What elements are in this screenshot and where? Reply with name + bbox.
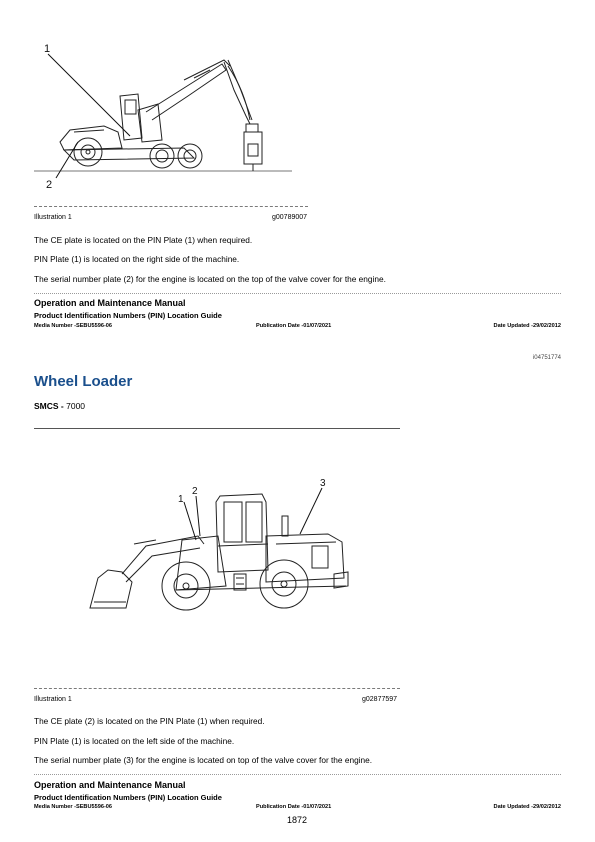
smcs-value: 7000	[66, 401, 86, 411]
illustration-caption: Illustration 1	[34, 696, 72, 703]
smcs-code	[34, 401, 85, 411]
illustration-code: g00789007	[272, 214, 308, 221]
date-updated: Date Updated -29/02/2012	[493, 804, 561, 810]
paragraph: PIN Plate (1) is located on the right side of the machine.	[34, 254, 240, 264]
caption-divider	[34, 206, 308, 207]
smcs-label: SMCS -	[34, 401, 64, 411]
document-id: i04751774	[532, 355, 561, 361]
manual-title: Operation and Maintenance Manual	[34, 298, 186, 308]
paragraph: The serial number plate (2) for the engine is located on the top of the valve cover for the engine.	[34, 274, 386, 284]
manual-title: Operation and Maintenance Manual	[34, 780, 186, 790]
smcs-divider	[34, 428, 400, 429]
section-heading: Wheel Loader	[34, 373, 133, 390]
caption-divider	[34, 688, 400, 689]
illustration-2-figure	[86, 474, 358, 614]
illustration-code: g02877597	[362, 696, 398, 703]
illustration-caption: Illustration 1	[34, 214, 72, 221]
paragraph: The CE plate (2) is located on the PIN Plate (1) when required.	[34, 716, 265, 726]
callout-1: 1	[178, 494, 184, 505]
publication-date: Publication Date -01/07/2021	[256, 804, 332, 810]
publication-date: Publication Date -01/07/2021	[256, 323, 332, 329]
paragraph: The CE plate is located on the PIN Plate (1) when required.	[34, 235, 253, 245]
callout-2: 2	[46, 179, 53, 191]
page-number: 1872	[287, 815, 308, 825]
callout-2: 2	[192, 486, 198, 497]
callout-1: 1	[44, 43, 51, 55]
manual-subtitle: Product Identification Numbers (PIN) Location Guide	[34, 311, 222, 320]
callout-3: 3	[320, 478, 326, 489]
paragraph: PIN Plate (1) is located on the left side of the machine.	[34, 736, 235, 746]
paragraph: The serial number plate (3) for the engine is located on top of the valve cover for the engine.	[34, 755, 373, 765]
illustration-1-figure	[34, 40, 304, 202]
footer-divider	[34, 293, 561, 294]
date-updated: Date Updated -29/02/2012	[493, 323, 561, 329]
media-number: Media Number -SEBU5596-06	[34, 323, 113, 329]
footer-divider	[34, 774, 561, 775]
manual-subtitle: Product Identification Numbers (PIN) Location Guide	[34, 793, 222, 802]
wheel-loader-drawing	[86, 474, 358, 614]
media-number: Media Number -SEBU5596-06	[34, 804, 113, 810]
harvester-drawing	[34, 40, 304, 202]
